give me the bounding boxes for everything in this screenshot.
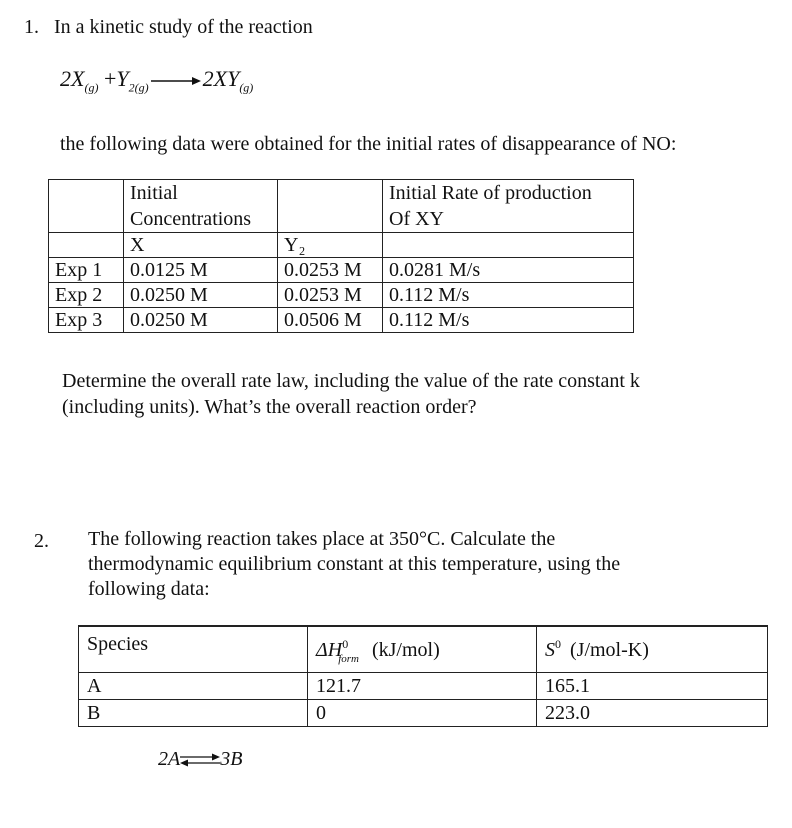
conc-y: 0.0253 M: [278, 258, 383, 283]
subheader-x: X: [124, 233, 278, 258]
table-header-row: [49, 180, 634, 233]
subheader-rate-blank: [383, 233, 634, 258]
question-2-line1: The following reaction takes place at 350°C. Calculate the: [88, 528, 556, 550]
eq-state-x: (g): [84, 80, 99, 95]
eq-state-xy: (g): [239, 80, 254, 95]
dh-symbol: ΔH: [316, 639, 343, 661]
s-symbol: S: [545, 639, 555, 661]
eq2-left: 2A: [158, 748, 181, 770]
species: B: [79, 700, 308, 727]
exp-label: Exp 1: [49, 258, 124, 283]
equilibrium-arrow-icon: [180, 753, 220, 767]
rate: 0.0281 M/s: [383, 258, 634, 283]
reaction-equation-1: [60, 66, 253, 95]
question-1-number: 1.: [24, 16, 39, 38]
header-concentrations: [124, 180, 278, 233]
conc-y: 0.0506 M: [278, 308, 383, 333]
header-entropy: [537, 626, 768, 673]
header-rate: [383, 180, 634, 233]
dh-units: (kJ/mol): [371, 639, 440, 661]
table-subheader-row: [49, 233, 634, 258]
header-enthalpy: [308, 626, 537, 673]
conc-x: 0.0250 M: [124, 308, 278, 333]
rate: 0.112 M/s: [383, 283, 634, 308]
exp-label: Exp 3: [49, 308, 124, 333]
header-blank-cell-2: [278, 180, 383, 233]
reaction-equation-2: [158, 748, 242, 771]
conc-x: 0.0250 M: [124, 283, 278, 308]
rate: 0.112 M/s: [383, 308, 634, 333]
subheader-y2: Y₂: [278, 233, 383, 258]
question-1-intro: In a kinetic study of the reaction: [54, 16, 313, 38]
thermo-header-row: [79, 626, 768, 673]
question-1-prompt-line1: Determine the overall rate law, including the value of the rate constant k: [62, 370, 640, 392]
dh-sub: form: [338, 653, 359, 665]
eq-plus: +: [103, 66, 117, 91]
eq-coef-1: 2: [60, 66, 71, 91]
kinetics-table: [48, 179, 634, 333]
eq-coef-2: 2: [202, 66, 214, 91]
thermo-table: [78, 625, 768, 727]
header-conc-line2: Concentrations: [130, 208, 252, 230]
header-rate-line1: Initial Rate of production: [389, 182, 592, 204]
table-row: [49, 283, 634, 308]
enthalpy: 121.7: [308, 673, 537, 700]
table-row: [79, 700, 768, 727]
species: A: [79, 673, 308, 700]
eq-reactant-x: X: [71, 66, 85, 91]
entropy: 165.1: [537, 673, 768, 700]
header-rate-line2: Of XY: [389, 208, 444, 230]
data-description: the following data were obtained for the initial rates of disappearance of NO:: [60, 133, 677, 155]
s-units: (J/mol-K): [570, 639, 649, 661]
table-row: [79, 673, 768, 700]
question-1-prompt-line2: (including units). What’s the overall reaction order?: [62, 396, 477, 418]
eq-product-xy: XY: [213, 66, 240, 91]
conc-x: 0.0125 M: [124, 258, 278, 283]
question-1: [24, 14, 313, 40]
header-species: Species: [79, 626, 308, 673]
dh-sup: 0: [342, 637, 349, 651]
eq-state-y: 2(g): [128, 80, 149, 95]
eq-reactant-y: Y: [116, 66, 129, 91]
table-row: [49, 308, 634, 333]
question-2-line2: thermodynamic equilibrium constant at this temperature, using the: [88, 553, 621, 575]
conc-y: 0.0253 M: [278, 283, 383, 308]
question-2-line3: following data:: [88, 578, 210, 600]
question-2-number: 2.: [34, 530, 49, 552]
table-row: [49, 258, 634, 283]
s-sup: 0: [555, 637, 561, 651]
eq2-right: 3B: [220, 748, 243, 770]
entropy: 223.0: [537, 700, 768, 727]
header-conc-line1: Initial: [130, 182, 178, 204]
reaction-arrow-icon: [151, 75, 201, 87]
exp-label: Exp 2: [49, 283, 124, 308]
header-blank-cell: [49, 180, 124, 233]
subheader-blank: [49, 233, 124, 258]
enthalpy: 0: [308, 700, 537, 727]
